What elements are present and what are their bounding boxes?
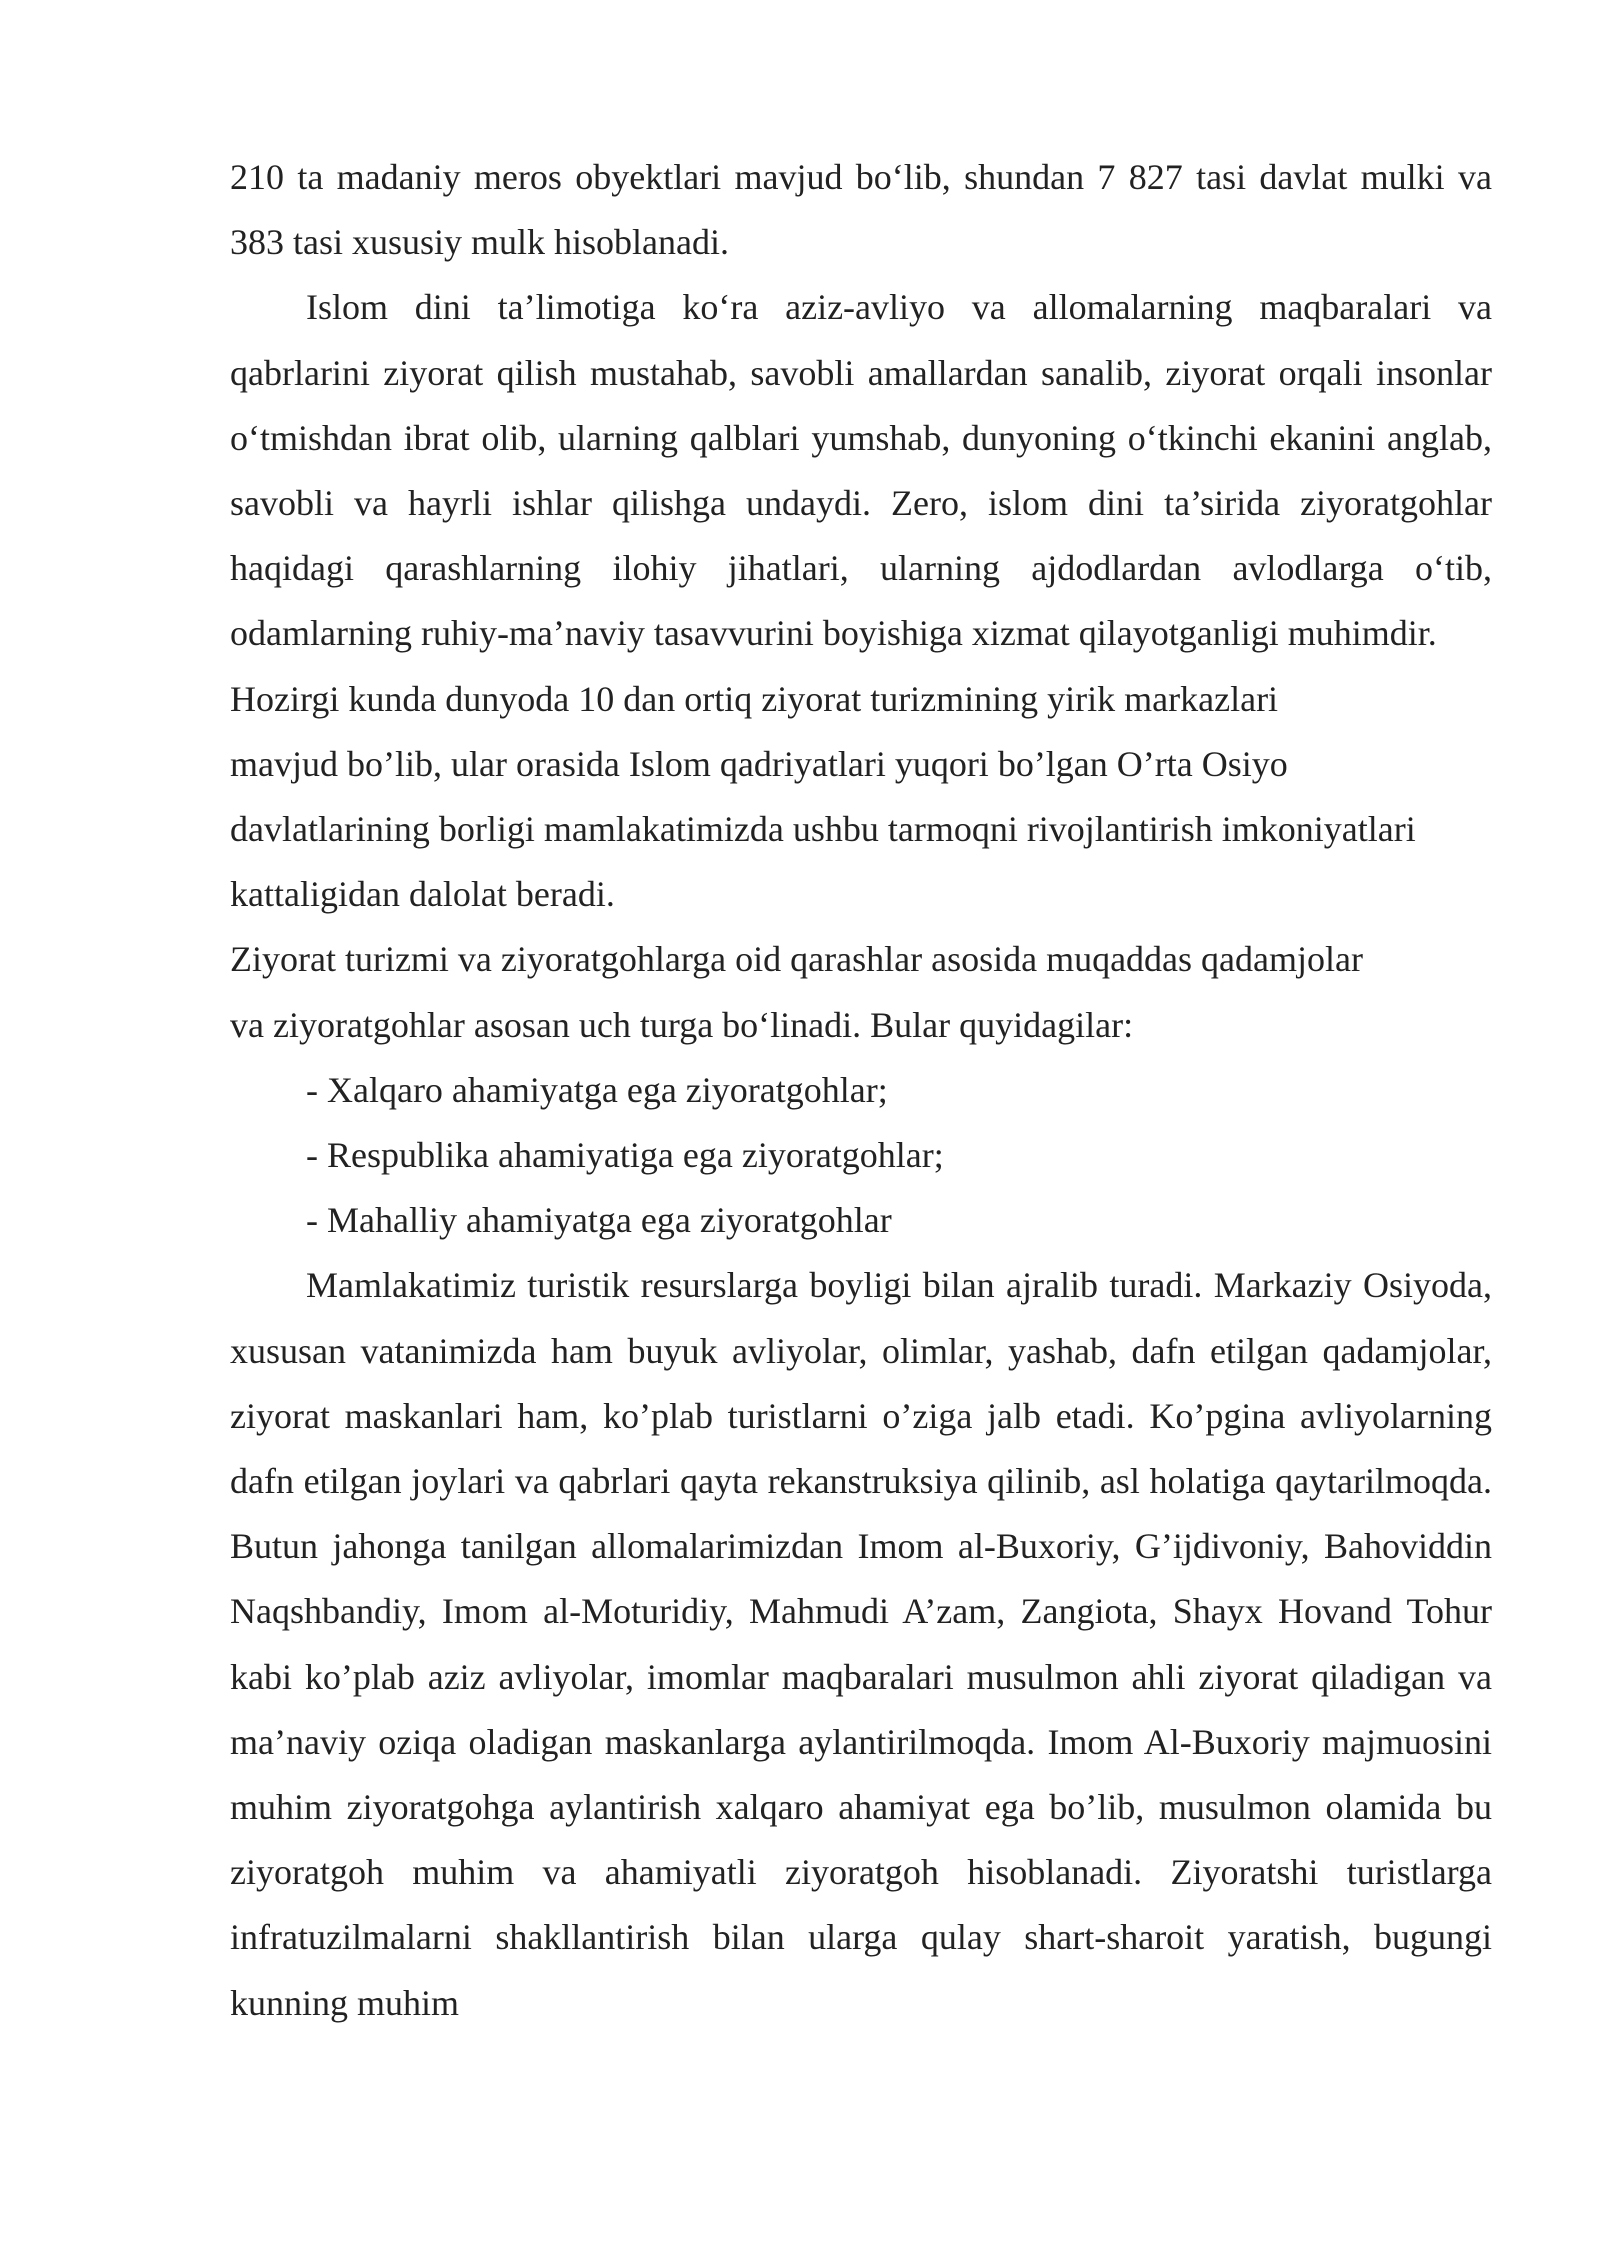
list-item-international-shrines: - Xalqaro ahamiyatga ega ziyoratgohlar; <box>306 1069 888 1110</box>
text-line-pilgrimage-centers-4: kattaligidan dalolat beradi. <box>230 874 615 915</box>
paragraph-islam-pilgrimage: Islom dini ta’limotiga ko‘ra aziz-avliyo va allomalarning maqbaralari va qabrlarini ziyorat qilish mustahab, savobli amallardan sanalib, ziyorat orqali insonlar o‘tmishdan ibrat olib, ularning qalblari yumshab, dunyoning o‘tkinchi ekanini anglab, savobli va hayrli ishlar qilishga undaydi. Zero, islom dini ta’sirida ziyoratgohlar haqidagi qarashlarning ilohiy jihatlari, ularning ajdodlardan avlodlarga o‘tib, odamlarning ruhiy-ma’naviy tasavvurini boyishiga xizmat qilayotganligi muhimdir. <box>230 287 1492 654</box>
document-body <box>230 145 1492 2036</box>
text-line-shrine-types-1: Ziyorat turizmi va ziyoratgohlarga oid qarashlar asosida muqaddas qadamjolar <box>230 939 1363 980</box>
paragraph-heritage-objects: 210 ta madaniy meros obyektlari mavjud bo‘lib, shundan 7 827 tasi davlat mulki va 383 tasi xususiy mulk hisoblanadi. <box>230 157 1492 263</box>
list-item-republic-shrines: - Respublika ahamiyatiga ega ziyoratgohlar; <box>306 1135 944 1176</box>
text-line-pilgrimage-centers-2: mavjud bo’lib, ular orasida Islom qadriyatlari yuqori bo’lgan O’rta Osiyo <box>230 743 1288 784</box>
text-line-pilgrimage-centers-1: Hozirgi kunda dunyoda 10 dan ortiq ziyorat turizmining yirik markazlari <box>230 678 1279 719</box>
list-item-local-shrines: - Mahalliy ahamiyatga ega ziyoratgohlar <box>306 1200 892 1241</box>
paragraph-tourism-resources: Mamlakatimiz turistik resurslarga boyligi bilan ajralib turadi. Markaziy Osiyoda, xususan vatanimizda ham buyuk avliyolar, olimlar, yashab, dafn etilgan qadamjolar, ziyorat maskanlari ham, ko’plab turistlarni o’ziga jalb etadi. Ko’pgina avliyolarning dafn etilgan joylari va qabrlari qayta rekanstruksiya qilinib, asl holatiga qaytarilmoqda. Butun jahonga tanilgan allomalarimizdan Imom al-Buxoriy, G’ijdivoniy, Bahoviddin Naqshbandiy, Imom al-Moturidiy, Mahmudi A’zam, Zangiota, Shayx Hovand Tohur kabi ko’plab aziz avliyolar, imomlar maqbaralari musulmon ahli ziyorat qiladigan va ma’naviy oziqa oladigan maskanlarga aylantirilmoqda. Imom Al-Buxoriy majmuosini muhim ziyoratgohga aylantirish xalqaro ahamiyat ega bo’lib, musulmon olamida bu ziyoratgoh muhim va ahamiyatli ziyoratgoh hisoblanadi. Ziyoratshi turistlarga infratuzilmalarni shakllantirish bilan ularga qulay shart-sharoit yaratish, bugungi kunning muhim <box>230 1265 1492 2023</box>
text-line-pilgrimage-centers-3: davlatlarining borligi mamlakatimizda ushbu tarmoqni rivojlantirish imkoniyatlari <box>230 809 1416 850</box>
text-line-shrine-types-2: va ziyoratgohlar asosan uch turga bo‘linadi. Bular quyidagilar: <box>230 1004 1134 1045</box>
